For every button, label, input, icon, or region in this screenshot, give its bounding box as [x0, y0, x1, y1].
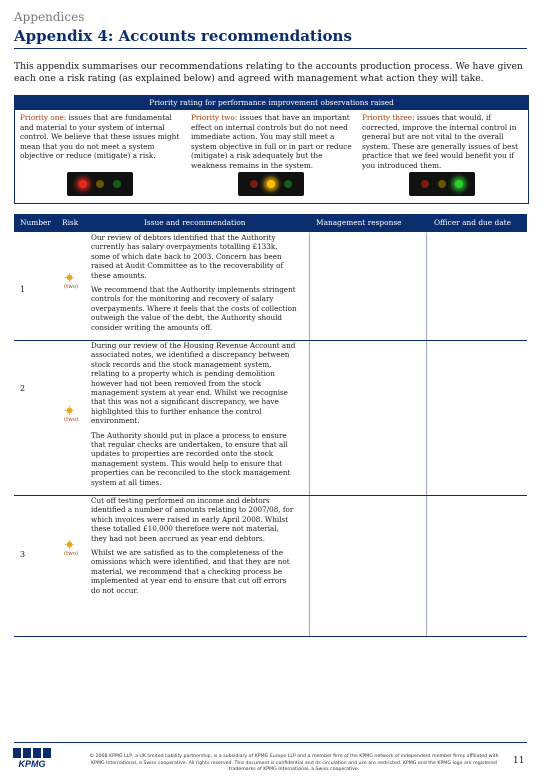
header-number: Number: [20, 218, 51, 227]
table-header: [14, 214, 527, 232]
traffic-light-amber-icon: [238, 172, 304, 196]
column-divider: [426, 233, 427, 340]
header-issue: Issue and recommendation: [144, 218, 246, 227]
recommendation-paragraph: The Authority should put in place a process to ensure that regular checks are undertaken, to ensure that all updates to properties are recorded onto the stock management system. This would help to ensure that properties can be reconciled to the stock management system at all times.: [91, 430, 291, 487]
priority-one: [15, 110, 186, 202]
column-divider: [426, 496, 427, 636]
risk-label: (two): [64, 284, 79, 290]
recommendation-paragraph: We recommend that the Authority implements stringent controls for the monitoring and recovery of salary overpayments. Where it feels that the costs of collection outweigh the value of the debt, the Authority should consider writing the amounts off.: [91, 285, 297, 332]
risk-label: (two): [64, 417, 79, 423]
table-row: [14, 496, 527, 637]
page-title: Appendix 4: Accounts recommendations: [14, 27, 352, 45]
red-lamp-icon: [79, 180, 87, 188]
page-number: 11: [513, 756, 525, 766]
priority-one-name: Priority one:: [20, 113, 67, 122]
priority-three: [357, 110, 528, 202]
issue-cell: [91, 496, 297, 600]
amber-lamp-icon: [267, 180, 275, 188]
section-label: Appendices: [14, 10, 85, 24]
issue-paragraph: During our review of the Housing Revenue Account and associated notes, we identified a discrepancy between stock records and the stock management system, relating to a property which is pending demolition however had not been removed from the stock management system at year end. Whilst we recognise that this was not a significant discrepancy, we have highlighted this to further enhance the control environment.: [91, 341, 296, 426]
rating-heading: Priority rating for performance improvement observations raised: [15, 96, 528, 110]
issue-paragraph: Our review of debtors identified that the Authority currently has salary overpayments totalling £133k, some of which date back to 2003. Concern has been raised at Audit Committee as to the recoverability of these amounts.: [91, 233, 284, 280]
priority-two-name: Priority two:: [191, 113, 238, 122]
intro-text: This appendix summarises our recommendations relating to the accounts production process. We have given each one a risk rating (as explained below) and agreed with management what action they will take.: [14, 61, 523, 84]
recommendation-paragraph: Whilst we are satisfied as to the completeness of the omissions which were identified, and that they are not material, we recommend that a checking process be implemented at year end to ensure that cut off errors do not occur.: [91, 548, 290, 595]
priority-three-name: Priority three:: [362, 113, 415, 122]
column-divider: [309, 496, 310, 636]
table-row: [14, 341, 527, 496]
issue-paragraph: Cut off testing performed on income and debtors identified a number of amounts relating to 2007/08, for which invoices were raised in early April 2008. Whilst these totalled £10,000 therefore were not material, they had not been accrued as year end debtors.: [91, 496, 294, 543]
amber-risk-icon: [65, 406, 74, 415]
header-management-response: Management response: [316, 218, 402, 227]
green-lamp-icon: [455, 180, 463, 188]
red-lamp-icon: [421, 180, 429, 188]
issue-cell: [91, 233, 297, 337]
red-lamp-icon: [250, 180, 258, 188]
footer-rule: [14, 742, 527, 743]
amber-risk-icon: [65, 273, 74, 282]
header-risk: Risk: [62, 218, 79, 227]
rating-columns: [15, 110, 528, 202]
row-number: 1: [20, 285, 26, 294]
header-officer: Officer and due date: [434, 218, 512, 227]
priority-two: [186, 110, 357, 202]
title-rule: [14, 48, 527, 49]
column-divider: [309, 341, 310, 495]
green-lamp-icon: [284, 180, 292, 188]
logo-text: KPMG: [18, 759, 46, 769]
traffic-light-green-icon: [409, 172, 475, 196]
priority-one-text: issues that are fundamental and material to your system of internal control. We believe that these issues might mean that you do not meet a system objective or reduce (mitigate) a risk.: [20, 113, 180, 161]
priority-two-text: issues that have an important effect on internal controls but do not need immediate action. You may still meet a system objective in full or in part or reduce (mitigate) a risk adequately but the weakness remains in the system.: [191, 113, 352, 170]
rating-box: [14, 95, 529, 204]
row-number: 2: [20, 384, 26, 393]
column-divider: [426, 341, 427, 495]
table-row: [14, 233, 527, 341]
row-number: 3: [20, 550, 26, 559]
traffic-light-red-icon: [67, 172, 133, 196]
priority-three-text: issues that would, if corrected, improve the internal control in general but are not vital to the overall system. These are generally issues of best practice that we feel would benefit you if you introduced them.: [362, 113, 519, 170]
risk-label: (two): [64, 551, 79, 557]
amber-lamp-icon: [438, 180, 446, 188]
column-divider: [309, 233, 310, 340]
amber-risk-icon: [65, 540, 74, 549]
legal-notice: © 2008 KPMG LLP, a UK limited liability partnership, is a subsidiary of KPMG Europe LLP and a member firm of the KPMG network of independent member firms affiliated with KPMG International, a Swiss cooperative. All rights reserved. This document is confidential and its circulation and use are restricted. KPMG and the KPMG logo are registered trademarks of KPMG International, a Swiss cooperative.: [89, 754, 499, 773]
green-lamp-icon: [113, 180, 121, 188]
kpmg-logo-icon: [12, 747, 52, 769]
issue-cell: [91, 341, 297, 492]
amber-lamp-icon: [96, 180, 104, 188]
